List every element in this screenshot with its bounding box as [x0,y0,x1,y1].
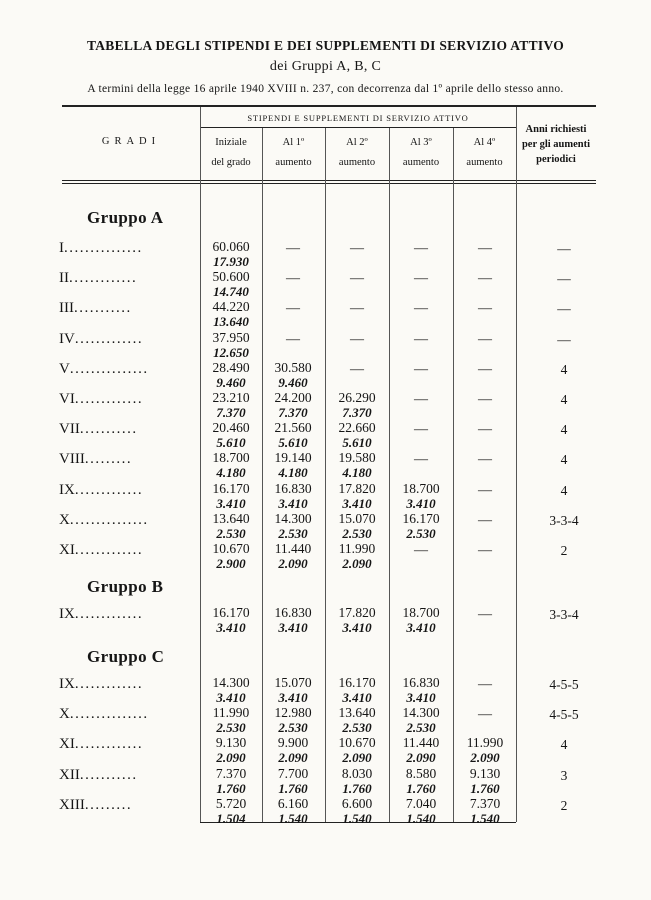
supplemento-value: 1.540 [278,810,308,826]
anni-value: 4 [560,392,568,407]
leader-dots: ........... [74,300,132,317]
anni-value: 2 [560,797,568,813]
salary-cell [201,359,261,390]
stipendio-value: 44.220 [212,299,250,315]
supplemento-value: 1.760 [406,780,436,796]
empty-dash: — [414,543,428,558]
empty-dash: — [478,422,492,438]
empty-dash: — [350,361,364,377]
leader-dots: ............. [74,542,144,558]
empty-dash: — [478,452,492,468]
salary-cell [263,704,323,735]
stipendio-value: 60.060 [212,239,250,254]
span-header-rule [200,127,516,128]
grade-numeral: IX [59,676,75,692]
leader-dots: ............... [64,240,143,256]
supplemento-value: 1.760 [342,780,372,796]
supplemento-value: 3.410 [216,620,246,635]
grade-numeral: X [59,706,70,723]
leader-dots: ............. [69,270,138,287]
supplemento-value: 2.530 [342,720,372,736]
supplemento-value: 9.460 [278,374,308,390]
empty-dash: — [286,271,300,287]
grade-numeral: VII [59,421,80,438]
leader-dots: ........... [79,421,138,438]
salary-cell [201,510,261,541]
grade-label [59,482,143,499]
salary-cell [201,419,261,450]
supplemento-value: 2.090 [470,750,500,766]
stipendio-value: 14.300 [274,510,312,526]
salary-cell [327,734,387,765]
column-separator [325,128,326,822]
empty-dash: — [286,241,300,256]
stipendio-value: 11.440 [274,541,312,556]
supplemento-value: 13.640 [213,314,249,330]
supplemento-value: 7.370 [278,405,308,420]
anni-value: 3-3-4 [549,512,579,528]
empty-dash: — [414,271,428,287]
leader-dots: ............... [69,706,149,723]
empty-dash: — [478,271,492,287]
supplemento-value: 2.090 [342,750,372,766]
salary-cell [455,765,515,796]
empty-dash: — [478,707,492,723]
supplemento-value: 2.530 [342,525,372,541]
grade-label [59,421,138,438]
column-separator [389,128,390,822]
leader-dots: ............. [74,736,144,753]
leader-dots: ............. [74,481,144,498]
empty-dash: — [414,301,428,317]
supplemento-value: 4.180 [216,465,246,481]
leader-dots: ............. [74,330,144,347]
salary-cell [263,419,323,450]
supplemento-value: 3.410 [342,620,372,635]
anni-value: — [557,331,571,347]
col-header-aumento-1: Al 1º aumento [275,137,312,168]
salary-cell [327,604,387,635]
empty-dash: — [414,392,428,407]
stipendio-value: 10.670 [212,541,250,556]
grade-label [59,542,143,559]
salary-cell [327,480,387,511]
grade-numeral: VIII [59,451,85,468]
anni-value: 4 [560,452,568,468]
stipendio-value: 22.660 [338,420,376,436]
empty-dash: — [478,361,492,377]
stipendio-value: 11.440 [402,735,440,751]
salary-cell [201,734,261,765]
salary-cell [263,510,323,541]
salary-cell [201,540,261,571]
stipendio-value: 6.600 [341,795,373,811]
supplemento-value: 2.530 [216,525,246,541]
salary-cell [391,480,451,511]
stipendio-value: 16.170 [212,605,250,620]
salary-cell [201,795,261,826]
supplemento-value: 1.760 [216,780,246,796]
supplemento-value: 2.090 [278,750,308,766]
leader-dots: ............. [74,606,144,622]
leader-dots: ............... [69,511,149,528]
salary-cell [263,674,323,705]
anni-header: Anni richiesti per gli aumenti periodici [521,124,591,165]
stipendio-value: 16.170 [402,510,440,526]
salary-cell [201,480,261,511]
stipendio-value: 15.070 [338,510,376,526]
salary-cell [263,734,323,765]
empty-dash: — [350,301,364,317]
stipendio-value: 11.990 [212,705,250,721]
stipendio-value: 23.210 [212,390,250,405]
stipendio-value: 16.830 [274,480,312,496]
supplemento-value: 3.410 [342,690,372,705]
stipendio-value: 7.370 [469,795,501,811]
supplemento-value: 2.090 [406,750,436,766]
empty-dash: — [478,607,492,622]
supplemento-value: 2.530 [406,720,436,736]
empty-dash: — [478,543,492,558]
salary-cell [201,238,261,269]
supplemento-value: 7.370 [216,405,246,420]
supplemento-value: 3.410 [278,690,308,705]
leader-dots: ......... [84,796,133,813]
stipendio-value: 24.200 [274,390,312,405]
supplemento-value: 3.410 [216,495,246,511]
empty-dash: — [478,241,492,256]
grade-label [59,736,143,753]
anni-value: — [557,241,571,256]
grade-label [59,767,138,784]
leader-dots: ............... [69,360,149,377]
supplemento-value: 2.900 [216,556,246,571]
leader-dots: ............. [74,391,144,407]
empty-dash: — [286,331,300,347]
empty-dash: — [478,331,492,347]
stipendio-value: 19.580 [338,450,376,466]
group-heading: Gruppo A [87,208,164,227]
grade-label [59,361,149,378]
salary-cell [327,389,387,420]
stipendio-value: 50.600 [212,269,250,285]
stipendio-value: 7.700 [277,765,309,781]
supplemento-value: 1.540 [342,810,372,826]
empty-dash: — [414,241,428,256]
stipendio-value: 8.580 [405,765,437,781]
supplemento-value: 3.410 [216,690,246,705]
supplemento-value: 2.530 [278,720,308,736]
stipendio-value: 16.170 [338,675,376,690]
supplemento-value: 12.650 [213,344,249,360]
stipendio-value: 18.700 [402,480,440,496]
page-subtitle: dei Gruppi A, B, C [269,59,382,74]
stipendio-value: 30.580 [274,359,312,375]
page-title: TABELLA DEGLI STIPENDI E DEI SUPPLEMENTI DI SERVIZIO ATTIVO [86,38,565,53]
grade-label [59,606,143,623]
salary-cell [327,419,387,450]
empty-dash: — [414,452,428,468]
anni-value: 3-3-4 [549,607,579,622]
supplemento-value: 2.530 [216,720,246,736]
leader-dots: ........... [79,766,138,783]
anni-value: 4 [560,361,568,377]
supplemento-value: 7.370 [342,405,372,420]
stipendio-value: 21.560 [274,420,312,436]
stipendio-value: 7.370 [215,765,247,781]
supplemento-value: 3.410 [406,690,436,705]
supplemento-value: 3.410 [342,495,372,511]
supplemento-value: 3.410 [278,495,308,511]
grade-numeral: X [59,511,70,528]
anni-value: 4 [560,737,568,753]
stipendio-value: 16.830 [274,605,312,620]
grade-numeral: I [59,240,64,256]
anni-value: 4 [560,482,568,498]
salary-cell [327,765,387,796]
salary-cell [263,359,323,390]
stipendio-value: 19.140 [274,450,312,466]
stipendio-value: 12.980 [274,705,312,721]
grade-numeral: IV [59,330,75,347]
salary-cell [263,765,323,796]
salary-cell [263,795,323,826]
supplemento-value: 1.760 [278,780,308,796]
group-heading: Gruppo B [87,577,164,596]
empty-dash: — [286,301,300,317]
supplemento-value: 3.410 [406,620,436,635]
empty-dash: — [350,241,364,256]
leader-dots: ............. [74,676,144,692]
salary-cell [201,329,261,360]
supplemento-value: 2.090 [342,556,372,571]
span-header: STIPENDI E SUPPLEMENTI DI SERVIZIO ATTIVO [247,113,469,123]
stipendio-value: 17.820 [338,480,376,496]
empty-dash: — [478,512,492,528]
grade-label [59,240,143,257]
supplemento-value: 9.460 [216,374,246,390]
grade-label [59,512,149,529]
group-heading: Gruppo C [87,647,165,666]
grade-label [59,300,132,317]
supplemento-value: 4.180 [278,465,308,481]
stipendio-value: 28.490 [212,359,250,375]
stipendio-value: 14.300 [212,675,250,690]
empty-dash: — [478,301,492,317]
col-header-iniziale: Iniziale del grado [211,137,251,168]
empty-dash: — [350,331,364,347]
grade-numeral: II [59,270,69,287]
stipendio-value: 5.720 [215,795,247,811]
anni-value: 4-5-5 [549,707,579,723]
salary-cell [391,795,451,826]
salary-cell [263,540,323,571]
salary-cell [263,449,323,480]
grade-numeral: V [59,360,70,377]
supplemento-value: 5.610 [216,435,246,451]
stipendio-value: 20.460 [212,420,250,436]
stipendio-value: 9.900 [277,735,309,751]
gradi-header: GRADI [101,136,161,147]
salary-cell [455,795,515,826]
salary-cell [263,604,323,635]
salary-cell [327,510,387,541]
salary-cell [201,298,261,329]
salary-cell [327,795,387,826]
salary-cell [391,704,451,735]
grade-label [59,331,143,348]
stipendio-value: 11.990 [338,541,376,556]
leader-dots: ......... [84,451,133,468]
salary-cell [201,604,261,635]
stipendio-value: 16.170 [212,480,250,496]
grade-numeral: XIII [59,796,85,813]
empty-dash: — [478,482,492,498]
salary-cell [263,389,323,420]
grade-label [59,676,143,693]
empty-dash: — [414,361,428,377]
salary-cell [327,674,387,705]
grade-numeral: IX [59,481,75,498]
stipendio-value: 15.070 [274,675,312,690]
salary-cell [391,510,451,541]
salary-cell [201,765,261,796]
empty-dash: — [414,422,428,438]
anni-value: 4-5-5 [549,677,579,692]
salary-cell [391,604,451,635]
salary-cell [327,704,387,735]
grade-numeral: VI [59,391,75,407]
stipendio-value: 9.130 [215,735,247,751]
salary-cell [263,480,323,511]
supplemento-value: 1.540 [470,810,500,826]
grade-label [59,391,143,408]
empty-dash: — [350,271,364,287]
supplemento-value: 2.090 [278,556,308,571]
empty-dash: — [478,677,492,692]
stipendio-value: 9.130 [469,765,501,781]
empty-dash: — [478,392,492,407]
grade-label [59,451,132,468]
grade-numeral: XI [59,736,75,753]
salary-cell [327,449,387,480]
grade-numeral: XII [59,766,80,783]
salary-cell [391,674,451,705]
stipendio-value: 16.830 [402,675,440,690]
law-note: A termini della legge 16 aprile 1940 XVIII n. 237, con decorrenza dal 1º aprile dello stesso anno. [87,83,564,95]
stipendio-value: 37.950 [212,329,250,345]
anni-value: 3 [560,767,568,783]
supplemento-value: 2.530 [406,525,436,541]
supplemento-value: 2.530 [278,525,308,541]
salary-cell [201,389,261,420]
col-header-aumento-2: Al 2º aumento [338,137,376,168]
supplemento-value: 14.740 [213,284,249,300]
stipendio-value: 8.030 [341,765,373,781]
supplemento-value: 5.610 [278,435,308,451]
stipendio-value: 11.990 [466,735,504,751]
supplemento-value: 1.504 [216,810,246,826]
grade-label [59,706,149,723]
salary-cell [201,449,261,480]
grade-numeral: IX [59,606,75,622]
salary-cell [391,734,451,765]
supplemento-value: 5.610 [342,435,372,451]
supplemento-value: 2.090 [216,750,246,766]
supplemento-value: 4.180 [342,465,372,481]
supplemento-value: 3.410 [278,620,308,635]
salary-cell [201,268,261,299]
stipendio-value: 17.820 [338,605,376,620]
anni-value: 4 [560,422,568,438]
salary-cell [201,704,261,735]
anni-value: — [557,271,571,287]
stipendio-value: 6.160 [277,795,309,811]
stipendio-value: 13.640 [212,510,250,526]
salary-cell [455,734,515,765]
stipendio-value: 26.290 [338,390,376,405]
col-header-aumento-4: Al 4º aumento [466,137,503,168]
salary-cell [391,765,451,796]
supplemento-value: 17.930 [213,254,249,269]
supplemento-value: 1.760 [470,780,500,796]
supplemento-value: 3.410 [406,495,436,511]
grade-numeral: XI [59,542,75,558]
stipendio-value: 10.670 [338,735,376,751]
salary-cell [201,674,261,705]
grade-label [59,270,137,287]
col-header-aumento-3: Al 3º aumento [402,137,440,168]
stipendio-value: 18.700 [402,605,440,620]
anni-value: — [557,301,571,317]
salary-cell [327,540,387,571]
stipendio-value: 14.300 [402,705,440,721]
supplemento-value: 1.540 [406,810,436,826]
stipendio-value: 13.640 [338,705,376,721]
grade-numeral: III [59,300,74,317]
grade-label [59,797,132,814]
stipendio-value: 18.700 [212,450,250,466]
empty-dash: — [414,331,428,347]
anni-value: 2 [560,543,568,558]
stipendio-value: 7.040 [405,795,437,811]
column-separator [453,128,454,822]
